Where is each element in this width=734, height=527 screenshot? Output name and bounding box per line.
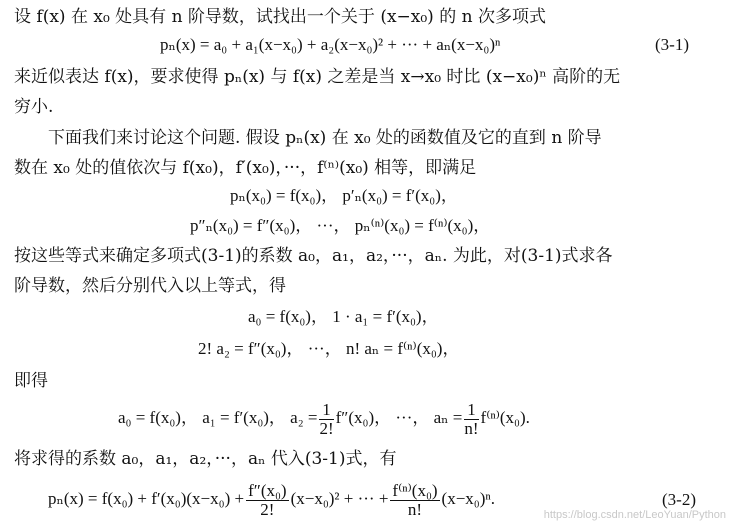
equation-number-3-1: (3-1) (655, 35, 689, 54)
equation-3-2-part-3: (x−x₀)ⁿ. (441, 489, 495, 508)
condition-line-2: p″ₙ(x₀) = f″(x₀)， ···， pₙ⁽ⁿ⁾(x₀) = f⁽ⁿ⁾(x₀)， (190, 216, 491, 235)
condition-line-1: pₙ(x₀) = f(x₀)， p′ₙ(x₀) = f′(x₀)， (230, 186, 458, 205)
paragraph-line-6: 数在 x₀ 处的值依次与 f(x₀)，f′(x₀)，···，f⁽ⁿ⁾(x₀) 相等，即满足 (14, 158, 477, 178)
paragraph-line-15: 将求得的系数 a₀，a₁，a₂，···，aₙ 代入(3-1)式，有 (14, 449, 397, 469)
equation-3-2 (48, 478, 495, 520)
paragraph-line-9: 按这些等式来确定多项式(3-1)的系数 a₀，a₁，a₂，···，aₙ. 为此，对(3-1)式求各 (14, 246, 613, 266)
fraction-numerator: 1 (319, 401, 333, 420)
fraction-fn-over-nfact (390, 482, 439, 519)
fraction-f2-over-2fact (246, 482, 289, 519)
coefficient-result-part-1: a₀ = f(x₀)， a₁ = f′(x₀)， a₂ = (118, 408, 318, 427)
fraction-denominator: n! (407, 499, 423, 519)
coefficient-eq-1: a₀ = f(x₀)， 1 · a₁ = f′(x₀)， (248, 307, 439, 326)
paragraph-line-4: 穷小. (14, 97, 54, 117)
equation-3-2-part-2: (x−x₀)² + ··· + (290, 489, 389, 508)
equation-3-1: pₙ(x) = a₀ + a₁(x−x₀) + a₂(x−x₀)² + ··· + aₙ(x−x₀)ⁿ (160, 35, 501, 54)
coefficient-result-part-3: f⁽ⁿ⁾(x₀). (480, 408, 530, 427)
fraction-numerator: f″(x₀) (248, 480, 287, 500)
coefficient-eq-2: 2! a₂ = f″(x₀)， ···， n! aₙ = f⁽ⁿ⁾(x₀)， (198, 339, 460, 358)
fraction-1-over-nfact (464, 401, 478, 438)
fraction-numerator: f⁽ⁿ⁾(x₀) (392, 480, 438, 500)
coefficient-result (118, 398, 530, 438)
coefficient-result-part-2: f″(x₀)， ···， aₙ = (335, 408, 463, 427)
fraction-numerator: 1 (464, 401, 478, 420)
fraction-denominator: n! (464, 418, 479, 438)
paragraph-line-5: 下面我们来讨论这个问题. 假设 pₙ(x) 在 x₀ 处的函数值及它的直到 n 阶导 (48, 128, 602, 148)
equation-3-2-part-1: pₙ(x) = f(x₀) + f′(x₀)(x−x₀) + (48, 489, 245, 508)
paragraph-line-10: 阶导数，然后分别代入以上等式，得 (14, 276, 286, 296)
paragraph-line-3: 来近似表达 f(x)，要求使得 pₙ(x) 与 f(x) 之差是当 x→x₀ 时比 (x−x₀)ⁿ 高阶的无 (14, 67, 621, 87)
fraction-1-over-2fact (319, 401, 333, 438)
paragraph-line-13: 即得 (14, 371, 48, 391)
fraction-denominator: 2! (260, 499, 275, 519)
paragraph-line-1: 设 f(x) 在 x₀ 处具有 n 阶导数，试找出一个关于 (x−x₀) 的 n 次多项式 (14, 7, 546, 27)
watermark: https://blog.csdn.net/LeoYuan/Python (543, 509, 726, 521)
fraction-denominator: 2! (319, 418, 334, 438)
equation-number-3-2: (3-2) (662, 490, 696, 509)
